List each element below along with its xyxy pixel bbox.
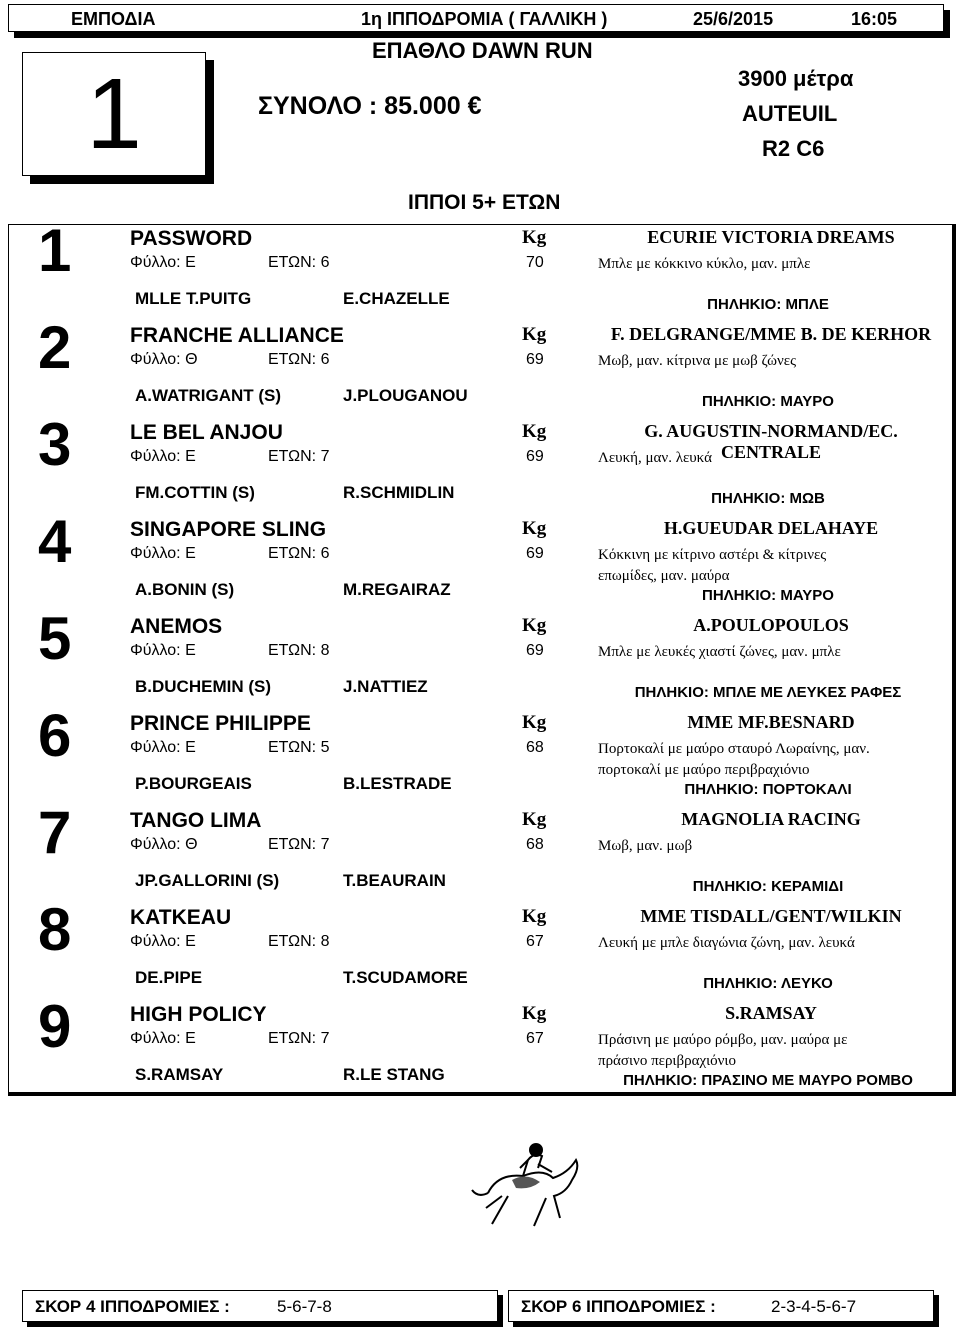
jockey-name: A.BONIN (S) <box>135 580 235 599</box>
jockey-name: MLLE T.PUITG <box>135 289 252 308</box>
score6-box <box>508 1290 934 1322</box>
horse-age: ΕΤΩΝ: 7 <box>268 448 330 465</box>
horse-age: ΕΤΩΝ: 8 <box>268 642 330 659</box>
jockey-name: P.BOURGEAIS <box>135 774 252 793</box>
race-title: 1η ΙΠΠΟΔΡΟΜΙΑ ( ΓΑΛΛΙΚΗ ) <box>361 9 608 29</box>
helmet-colour: ΠΗΛΗΚΙΟ: ΜΠΛΕ <box>707 296 829 313</box>
runner-number: 1 <box>38 217 72 284</box>
silk-colours: Λευκή με μπλε διαγώνια ζώνη, μαν. λευκά <box>598 935 855 951</box>
jockey-name: S.RAMSAY <box>135 1065 224 1084</box>
weight-value: 70 <box>526 254 544 271</box>
horse-name: SINGAPORE SLING <box>130 518 327 541</box>
horse-name: HIGH POLICY <box>130 1003 267 1026</box>
trainer-name: M.REGAIRAZ <box>343 580 451 599</box>
runner-number: 2 <box>38 314 72 381</box>
helmet-colour: ΠΗΛΗΚΙΟ: ΜΑΥΡΟ <box>702 393 834 410</box>
race-number: 1 <box>86 58 142 170</box>
weight-unit: Kg <box>522 712 547 733</box>
race-date: 25/6/2015 <box>693 9 774 29</box>
runner-number: 5 <box>38 605 72 672</box>
runner-row <box>8 799 956 903</box>
helmet-colour: ΠΗΛΗΚΙΟ: ΜΑΥΡΟ <box>702 587 834 604</box>
racehorse-jockey-icon <box>468 1138 588 1238</box>
owner-name: H.GUEUDAR DELAHAYE <box>663 518 879 538</box>
runner-row <box>8 411 956 515</box>
race-category: ΙΠΠΟΙ 5+ ΕΤΩΝ <box>408 191 561 214</box>
horse-age: ΕΤΩΝ: 5 <box>268 739 330 756</box>
horse-age: ΕΤΩΝ: 7 <box>268 836 330 853</box>
runner-row <box>8 993 956 1097</box>
horse-name: ANEMOS <box>130 615 223 638</box>
horse-sex: Φύλλο: Ε <box>130 642 196 659</box>
weight-value: 69 <box>526 448 544 465</box>
horse-sex: Φύλλο: Ε <box>130 1030 196 1047</box>
horse-sex: Φύλλο: Ε <box>130 254 196 271</box>
runner-number: 7 <box>38 799 72 866</box>
horse-name: LE BEL ANJOU <box>130 421 283 444</box>
score6-label: ΣΚΟΡ 6 ΙΠΠΟΔΡΟΜΙΕΣ : <box>521 1297 716 1316</box>
horse-age: ΕΤΩΝ: 6 <box>268 545 330 562</box>
runner-row <box>8 896 956 1000</box>
score4-value: 5-6-7-8 <box>277 1297 332 1316</box>
weight-value: 68 <box>526 836 544 853</box>
trainer-name: R.SCHMIDLIN <box>343 483 455 502</box>
runner-row <box>8 314 956 418</box>
jockey-name: DE.PIPE <box>135 968 203 987</box>
horse-sex: Φύλλο: Θ <box>130 836 198 853</box>
horse-name: TANGO LIMA <box>130 809 262 832</box>
weight-value: 67 <box>526 933 544 950</box>
jockey-name: JP.GALLORINI (S) <box>135 871 280 890</box>
helmet-colour: ΠΗΛΗΚΙΟ: ΠΡΑΣΙΝΟ ΜΕ ΜΑΥΡΟ ΡΟΜΒΟ <box>623 1072 913 1089</box>
weight-value: 69 <box>526 642 544 659</box>
weight-unit: Kg <box>522 809 547 830</box>
horse-sex: Φύλλο: Θ <box>130 351 198 368</box>
runner-row <box>8 508 956 612</box>
runner-row <box>8 217 956 321</box>
runner-number: 8 <box>38 896 72 963</box>
horse-sex: Φύλλο: Ε <box>130 933 196 950</box>
trainer-name: J.PLOUGANOU <box>343 386 468 405</box>
owner-name: MAGNOLIA RACING <box>681 809 861 829</box>
silk-colours: Πράσινη με μαύρο ρόμβο, μαν. μαύρα με πράσινο περιβραχιόνιο <box>598 1032 848 1069</box>
horse-name: PRINCE PHILIPPE <box>130 712 311 735</box>
trainer-name: R.LE STANG <box>343 1065 445 1084</box>
weight-value: 68 <box>526 739 544 756</box>
total-prize: ΣΥΝΟΛΟ : 85.000 € <box>258 92 482 120</box>
silk-colours: Λευκή, μαν. λευκά <box>598 450 712 466</box>
score6-value: 2-3-4-5-6-7 <box>771 1297 857 1316</box>
weight-unit: Kg <box>522 421 547 442</box>
horse-name: KATKEAU <box>130 906 232 929</box>
weight-value: 69 <box>526 351 544 368</box>
helmet-colour: ΠΗΛΗΚΙΟ: ΛΕΥΚΟ <box>703 975 833 992</box>
silk-colours: Πορτοκαλί με μαύρο σταυρό Λωραίνης, μαν. πορτοκαλί με μαύρο περιβραχιόνιο <box>598 741 870 778</box>
silk-colours: Μωβ, μαν. μωβ <box>598 838 693 854</box>
horse-age: ΕΤΩΝ: 6 <box>268 254 330 271</box>
jockey-name: A.WATRIGANT (S) <box>135 386 282 405</box>
trainer-name: B.LESTRADE <box>343 774 452 793</box>
horse-age: ΕΤΩΝ: 6 <box>268 351 330 368</box>
runner-row <box>8 605 956 709</box>
runner-row <box>8 702 956 806</box>
race-number-box <box>22 52 206 176</box>
owner-name: S.RAMSAY <box>725 1003 817 1023</box>
horse-age: ΕΤΩΝ: 7 <box>268 1030 330 1047</box>
horse-sex: Φύλλο: Ε <box>130 739 196 756</box>
score4-box <box>22 1290 498 1322</box>
race-time: 16:05 <box>851 9 898 29</box>
weight-value: 67 <box>526 1030 544 1047</box>
weight-unit: Kg <box>522 1003 547 1024</box>
runner-number: 3 <box>38 411 72 478</box>
helmet-colour: ΠΗΛΗΚΙΟ: ΜΠΛΕ ΜΕ ΛΕΥΚΕΣ ΡΑΦΕΣ <box>634 684 902 701</box>
weight-value: 69 <box>526 545 544 562</box>
trainer-name: J.NATTIEZ <box>343 677 428 696</box>
owner-name: MME MF.BESNARD <box>687 712 855 732</box>
helmet-colour: ΠΗΛΗΚΙΟ: ΠΟΡΤΟΚΑΛΙ <box>684 781 852 798</box>
helmet-colour: ΠΗΛΗΚΙΟ: ΜΩΒ <box>711 490 825 507</box>
silk-colours: Μπλε με λευκές χιαστί ζώνες, μαν. μπλε <box>598 644 841 660</box>
runner-number: 6 <box>38 702 72 769</box>
owner-name: G. AUGUSTIN-NORMAND/EC. CENTRALE <box>644 421 898 462</box>
horse-sex: Φύλλο: Ε <box>130 545 196 562</box>
runner-number: 4 <box>38 508 72 575</box>
owner-name: ECURIE VICTORIA DREAMS <box>647 227 895 247</box>
silk-colours: Μπλε με κόκκινο κύκλο, μαν. μπλε <box>598 256 811 272</box>
race-code: R2 C6 <box>762 136 825 161</box>
weight-unit: Kg <box>522 324 547 345</box>
trainer-name: T.BEAURAIN <box>343 871 446 890</box>
runner-number: 9 <box>38 993 72 1060</box>
distance: 3900 μέτρα <box>738 66 854 91</box>
helmet-colour: ΠΗΛΗΚΙΟ: ΚΕΡΑΜΙΔΙ <box>692 878 844 895</box>
owner-name: A.POULOPOULOS <box>693 615 849 635</box>
discipline-label: ΕΜΠΟΔΙΑ <box>71 9 156 29</box>
horse-age: ΕΤΩΝ: 8 <box>268 933 330 950</box>
weight-unit: Kg <box>522 518 547 539</box>
venue: AUTEUIL <box>742 101 838 126</box>
weight-unit: Kg <box>522 227 547 248</box>
weight-unit: Kg <box>522 906 547 927</box>
trainer-name: T.SCUDAMORE <box>343 968 468 987</box>
horse-name: FRANCHE ALLIANCE <box>130 324 344 347</box>
owner-name: MME TISDALL/GENT/WILKIN <box>640 906 902 926</box>
header-bar <box>8 4 944 32</box>
horse-sex: Φύλλο: Ε <box>130 448 196 465</box>
score4-label: ΣΚΟΡ 4 ΙΠΠΟΔΡΟΜΙΕΣ : <box>35 1297 230 1316</box>
jockey-name: B.DUCHEMIN (S) <box>135 677 271 696</box>
trainer-name: E.CHAZELLE <box>343 289 450 308</box>
prize-name: ΕΠΑΘΛΟ DAWN RUN <box>372 38 593 63</box>
weight-unit: Kg <box>522 615 547 636</box>
jockey-name: FM.COTTIN (S) <box>135 483 255 502</box>
horse-name: PASSWORD <box>130 227 253 250</box>
silk-colours: Κόκκινη με κίτρινο αστέρι & κίτρινες επωμίδες, μαν. μαύρα <box>598 547 827 584</box>
silk-colours: Μωβ, μαν. κίτρινα με μωβ ζώνες <box>598 353 797 369</box>
owner-name: F. DELGRANGE/MME B. DE KERHOR <box>610 324 932 344</box>
